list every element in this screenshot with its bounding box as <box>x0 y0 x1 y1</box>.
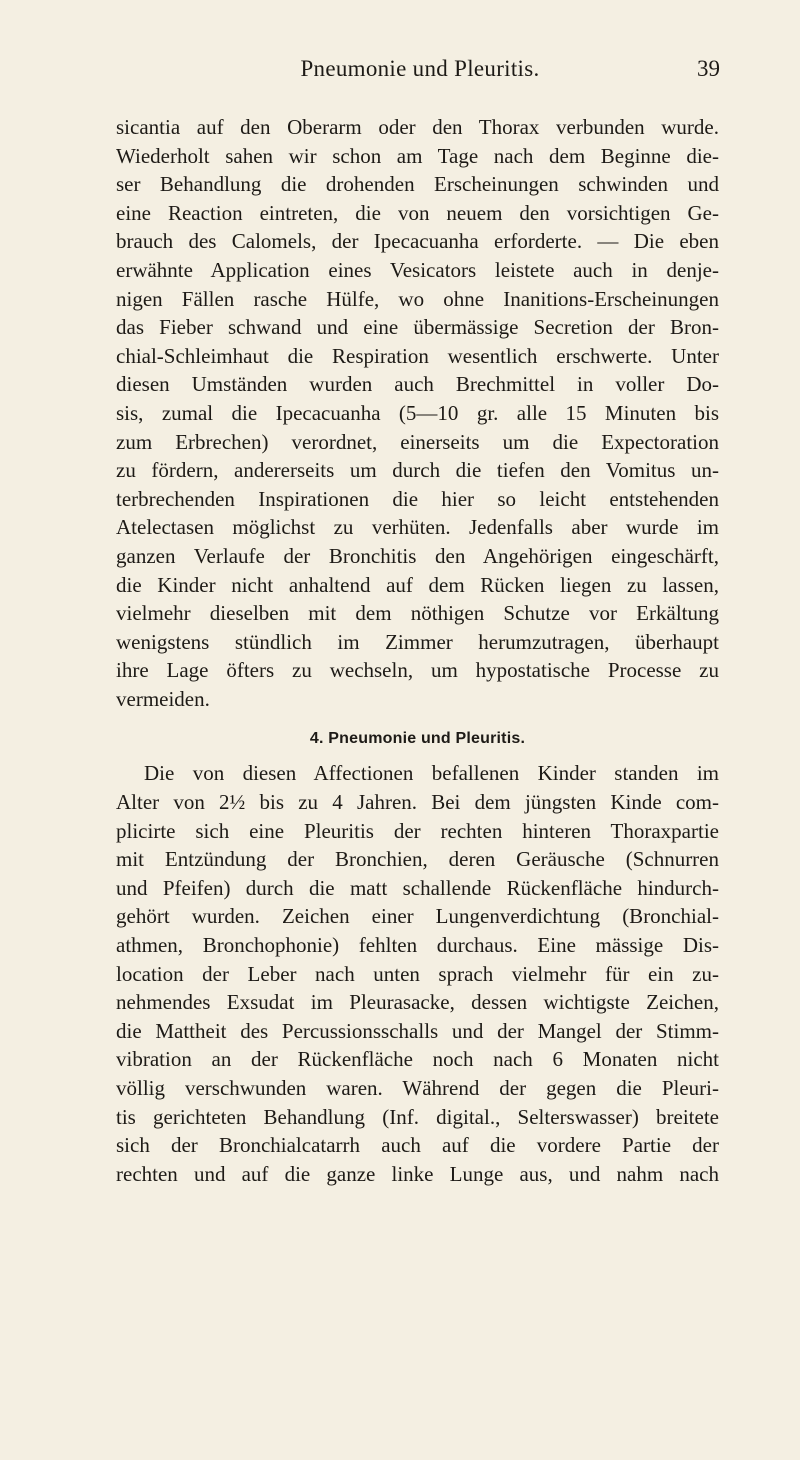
text-line: vielmehr dieselben mit dem nöthigen Schutze vor Erkältung <box>116 601 719 626</box>
text-line: die Mattheit des Percussionsschalls und der Mangel der Stimm- <box>116 1018 719 1043</box>
page-header <box>120 56 720 90</box>
text-line: sis, zumal die Ipecacuanha (5—10 gr. alle 15 Minuten bis <box>116 400 719 425</box>
text-line: athmen, Bronchophonie) fehlten durchaus. Eine mässige Dis- <box>116 933 719 958</box>
text-line: vermeiden. <box>116 686 210 711</box>
text-line: location der Leber nach unten sprach vielmehr für ein zu- <box>116 961 719 986</box>
text-line: diesen Umständen wurden auch Brechmittel in voller Do- <box>116 372 719 397</box>
text-line: tis gerichteten Behandlung (Inf. digital., Selterswasser) breitete <box>116 1104 719 1129</box>
text-line: zu fördern, andererseits um durch die tiefen den Vomitus un- <box>116 458 719 483</box>
page-number: 39 <box>697 56 720 81</box>
text-line: eine Reaction eintreten, die von neuem den vorsichtigen Ge- <box>116 200 719 225</box>
text-line: sicantia auf den Oberarm oder den Thorax verbunden wurde. <box>116 115 719 139</box>
text-line: wenigstens stündlich im Zimmer herumzutragen, überhaupt <box>116 629 719 654</box>
text-line: nigen Fällen rasche Hülfe, wo ohne Inanitions-Erscheinungen <box>116 286 719 311</box>
text-line: Die von diesen Affectionen befallenen Kinder standen im <box>144 761 719 786</box>
text-line: nehmendes Exsudat im Pleurasacke, dessen wichtigste Zeichen, <box>116 990 719 1015</box>
text-line: ganzen Verlaufe der Bronchitis den Angehörigen eingeschärft, <box>116 543 719 568</box>
text-line: Alter von 2½ bis zu 4 Jahren. Bei dem jüngsten Kinde com- <box>116 790 719 815</box>
paragraph <box>116 759 719 1188</box>
running-title: Pneumonie und Pleuritis. <box>300 56 540 81</box>
text-line: das Fieber schwand und eine übermässige Secretion der Bron- <box>116 315 719 340</box>
text-line: und Pfeifen) durch die matt schallende Rückenfläche hindurch- <box>116 875 719 900</box>
text-line: ser Behandlung die drohenden Erscheinungen schwinden und <box>116 172 719 197</box>
text-line: gehört wurden. Zeichen einer Lungenverdichtung (Bronchial- <box>116 904 719 929</box>
paragraph-continued <box>116 113 719 713</box>
text-line: brauch des Calomels, der Ipecacuanha erforderte. — Die eben <box>116 229 719 254</box>
text-line: zum Erbrechen) verordnet, einerseits um die Expectoration <box>116 429 719 454</box>
text-line: terbrechenden Inspirationen die hier so leicht entstehenden <box>116 486 719 511</box>
text-line: mit Entzündung der Bronchien, deren Geräusche (Schnurren <box>116 847 719 872</box>
text-line: chial-Schleimhaut die Respiration wesentlich erschwerte. Unter <box>116 343 719 368</box>
text-line: vibration an der Rückenfläche noch nach 6 Monaten nicht <box>116 1047 719 1072</box>
text-line: erwähnte Application eines Vesicators leistete auch in denje- <box>116 257 719 282</box>
section-heading: 4. Pneumonie und Pleuritis. <box>309 730 526 748</box>
text-line: Atelectasen möglichst zu verhüten. Jedenfalls aber wurde im <box>116 515 719 540</box>
text-line: die Kinder nicht anhaltend auf dem Rücken liegen zu lassen, <box>116 572 719 597</box>
text-line: plicirte sich eine Pleuritis der rechten hinteren Thoraxpartie <box>116 818 719 843</box>
text-line: Wiederholt sahen wir schon am Tage nach dem Beginne die- <box>116 143 719 168</box>
text-line: völlig verschwunden waren. Während der gegen die Pleuri- <box>116 1076 719 1100</box>
body-text <box>116 113 719 1188</box>
text-line: rechten und auf die ganze linke Lunge aus, und nahm nach <box>116 1161 719 1186</box>
text-line: ihre Lage öfters zu wechseln, um hypostatische Processe zu <box>116 658 719 683</box>
text-line: sich der Bronchialcatarrh auch auf die vordere Partie der <box>116 1133 719 1158</box>
